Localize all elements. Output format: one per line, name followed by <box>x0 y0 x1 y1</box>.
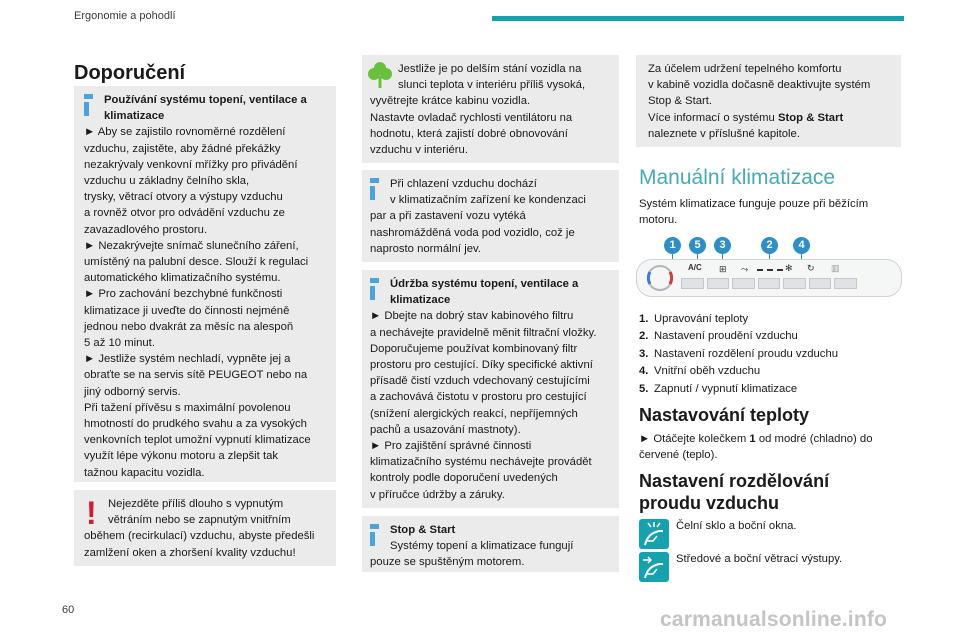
feet-airflow-icon: ⤳ <box>741 264 749 274</box>
text-line: vzduchu u základny čelního skla, <box>84 175 250 188</box>
rear-defrost-icon: ▥ <box>831 263 840 273</box>
text-line: hodnotu, která zajistí dobré obnovování <box>370 127 568 140</box>
panel-button <box>732 278 755 289</box>
text-line: vzduchu, zajistěte, aby žádné překážky <box>84 142 281 155</box>
text-line: trysky, větrací otvory a výstupy vzduchu <box>84 191 283 204</box>
text-line: Systém klimatizace funguje pouze při běžícím <box>639 198 869 210</box>
list-text: Nastavení proudění vzduchu <box>654 330 798 343</box>
text-line: motoru. <box>639 214 678 227</box>
page-number: 60 <box>62 604 75 616</box>
info-box-stop-start <box>362 516 619 572</box>
text-line: klimatizace ji uveďte do činnosti nejméně <box>84 304 290 317</box>
text-line: přísadě čistí vzduch vdechovaný cestujícími <box>370 375 590 388</box>
text-line: využít lépe výkonu motoru a zlepšit tak <box>84 450 279 463</box>
text-line: vzduchu v interiéru. <box>370 144 468 157</box>
section-title-manual-ac: Manuální klimatizace <box>639 166 836 189</box>
text-line: obraťte se na servis sítě PEUGEOT nebo na <box>84 369 308 382</box>
text-line: a zachovává čistotu v prostoru pro cestující <box>370 391 587 404</box>
text-fragment: Více informací o systému <box>648 111 778 124</box>
text-line: automatického klimatizačního systému. <box>84 272 281 285</box>
list-item <box>639 328 838 345</box>
text-line: Při chlazení vzduchu dochází <box>390 178 537 190</box>
text-line: ► Pro zachování bezchybné funkčnosti <box>84 288 283 301</box>
text-line: nezakrývaly venkovní mřížky pro přivádění <box>84 158 298 171</box>
warning-exclamation-icon: ! <box>86 495 97 531</box>
text-line: jiný odborný servis. <box>84 385 181 398</box>
text-line: venkovních teplot umožní vypnutí klimatizace <box>84 434 311 447</box>
text-line: slunci teplota v interiéru příliš vysoká, <box>398 79 586 92</box>
info-box-condensation <box>362 170 619 262</box>
callout-1: 1 <box>664 237 681 254</box>
text-line: klimatizačního systému nechávejte provádět <box>370 456 592 469</box>
temperature-instructions <box>639 431 873 463</box>
running-header: Ergonomie a pohodlí <box>74 10 176 22</box>
text-line: v kabině vozidla dočasně deaktivujte systém <box>648 79 871 92</box>
title-line: proudu vzduchu <box>639 493 779 513</box>
list-item <box>639 381 838 398</box>
list-text: Vnitřní oběh vzduchu <box>654 365 761 378</box>
text-line: zamlžení oken a zhoršení kvality vzduchu! <box>84 546 296 559</box>
text-line: Systémy topení a klimatizace fungují <box>390 540 574 553</box>
text-line: červené (teplo). <box>639 449 718 462</box>
panel-button <box>707 278 730 289</box>
text-line: oběhem (recirkulací) vzduchu, abyste předešli <box>84 530 315 543</box>
section-title-doporuceni: Doporučení <box>74 62 186 84</box>
text-line: tažnou kapacitu vozidla. <box>84 466 205 479</box>
list-number: 4. <box>639 365 649 378</box>
text-line: umístěný na palubní desce. Slouží k regulaci <box>84 256 309 269</box>
section-title-distribution <box>639 470 829 514</box>
panel-button <box>783 278 806 289</box>
list-number: 2. <box>639 330 649 343</box>
text-line: Stop & Start. <box>648 95 713 108</box>
text-line: ► Pro zajištění správné činnosti <box>370 440 532 453</box>
intro-text <box>639 196 868 228</box>
callout-5: 5 <box>689 237 706 254</box>
info-icon <box>370 524 386 546</box>
callout-2: 2 <box>761 237 778 254</box>
list-item <box>639 311 838 328</box>
panel-button <box>809 278 832 289</box>
windshield-side-windows-icon <box>639 519 669 549</box>
section-title-temperature: Nastavování teploty <box>639 405 810 425</box>
windshield-icon: ⊞ <box>719 264 727 274</box>
text-line: a rovněž otvor pro odvádění vzduchu ze <box>84 207 285 220</box>
text-line <box>648 110 889 126</box>
temperature-dial-icon <box>645 264 675 292</box>
eco-tree-icon <box>368 61 392 89</box>
text-line: 5 až 10 minut. <box>84 337 155 350</box>
warning-box <box>74 490 336 566</box>
text-line: v klimatizačním zařízení ke kondenzaci <box>390 194 586 207</box>
watermark: carmanualsonline.info <box>660 608 888 631</box>
text-line: Nejezděte příliš dlouho s vypnutým <box>108 498 284 510</box>
text-line: kontroly podle doporučení uvedených <box>370 472 558 485</box>
text-line: v příručce údržby a záruky. <box>370 488 505 501</box>
text-line: Při tažení přívěsu s maximální povolenou <box>84 401 291 414</box>
text-line <box>639 431 873 447</box>
text-line: pachů a usazování mastnoty). <box>370 423 521 436</box>
text-line: ► Jestliže systém nechladí, vypněte jej a <box>84 353 291 366</box>
callout-4: 4 <box>793 237 810 254</box>
fan-speed-indicator <box>757 269 783 273</box>
button-row <box>681 278 857 289</box>
info-icon <box>370 278 386 300</box>
text-line: hmotností do prudkého svahu a za vysokých <box>84 418 307 431</box>
text-line: (snížení alergických reakcí, nepříjemných <box>370 407 578 420</box>
list-number: 5. <box>639 382 649 395</box>
info-box-usage <box>74 86 336 482</box>
text-line: par a při zastavení vozu vytéká <box>370 210 526 223</box>
distribution-item-text: Středové a boční větrací výstupy. <box>676 553 843 565</box>
list-item <box>639 363 838 380</box>
title-line: Nastavení rozdělování <box>639 471 830 491</box>
text-line: Za účelem udržení tepelného komfortu <box>648 63 842 75</box>
text-line: Doporučujeme používat kombinovaný filtr <box>370 342 578 355</box>
text-fragment: od modré (chladno) do <box>755 433 873 445</box>
info-box-maintenance <box>362 270 619 508</box>
list-number: 3. <box>639 347 649 360</box>
distribution-item-text: Čelní sklo a boční okna. <box>676 520 797 532</box>
text-line: ► Aby se zajistilo rovnoměrné rozdělení <box>84 126 286 139</box>
text-line: ► Dbejte na dobrý stav kabinového filtru <box>370 310 574 323</box>
panel-button <box>758 278 781 289</box>
eco-box <box>362 55 619 163</box>
list-item <box>639 346 838 363</box>
info-box-heading: Údržba systému topení, ventilace a klimatizace <box>390 278 579 307</box>
text-fragment-bold: Stop & Start <box>777 111 844 124</box>
text-line: ► Nezakrývejte snímač slunečního záření, <box>84 239 299 252</box>
header-accent-bar <box>492 16 904 21</box>
text-line: a nechávejte pravidelně měnit filtrační vložky. <box>370 326 597 339</box>
info-icon <box>370 178 386 200</box>
list-text: Zapnutí / vypnutí klimatizace <box>654 382 798 395</box>
center-side-vents-icon <box>639 552 669 582</box>
text-line: vyvětrejte krátce kabinu vozidla. <box>370 95 531 108</box>
panel-button <box>681 278 704 289</box>
info-box-heading: Stop & Start <box>390 524 456 536</box>
callout-3: 3 <box>714 237 731 254</box>
text-line: prostoru pro cestující. Díky specifické aktivní <box>370 359 593 372</box>
text-line: naprosto normální jev. <box>370 242 481 255</box>
text-line: zavazadlového prostoru. <box>84 223 208 236</box>
info-box-heading: Používání systému topení, ventilace a klimatizace <box>104 94 307 123</box>
text-line: pouze se spuštěným motorem. <box>370 556 525 569</box>
legend-list <box>639 311 838 398</box>
list-number: 1. <box>639 313 649 325</box>
ac-button-label: A/C <box>688 263 702 272</box>
text-line: větráním nebo se zapnutým vnitřním <box>108 514 291 527</box>
recirculation-icon: ↻ <box>807 263 815 273</box>
stop-start-note-box <box>636 55 901 147</box>
text-line: naleznete v příslušné kapitole. <box>648 127 800 140</box>
text-line: nashromážděná voda pod vozidlo, což je <box>370 226 575 239</box>
list-text: Nastavení rozdělení proudu vzduchu <box>654 347 839 360</box>
panel-button <box>834 278 857 289</box>
list-text: Upravování teploty <box>654 313 749 325</box>
text-line: jednou nebo dvakrát za měsíc na alespoň <box>84 320 294 333</box>
text-fragment-bold: 1 <box>749 433 756 445</box>
text-line: Nastavte ovladač rychlosti ventilátoru na <box>370 111 573 124</box>
info-icon <box>84 94 100 116</box>
ac-control-panel-illustration <box>636 259 902 297</box>
fan-icon: ✻ <box>785 263 793 273</box>
text-fragment: ► Otáčejte kolečkem <box>639 433 750 445</box>
text-line: Jestliže je po delším stání vozidla na <box>398 63 582 75</box>
